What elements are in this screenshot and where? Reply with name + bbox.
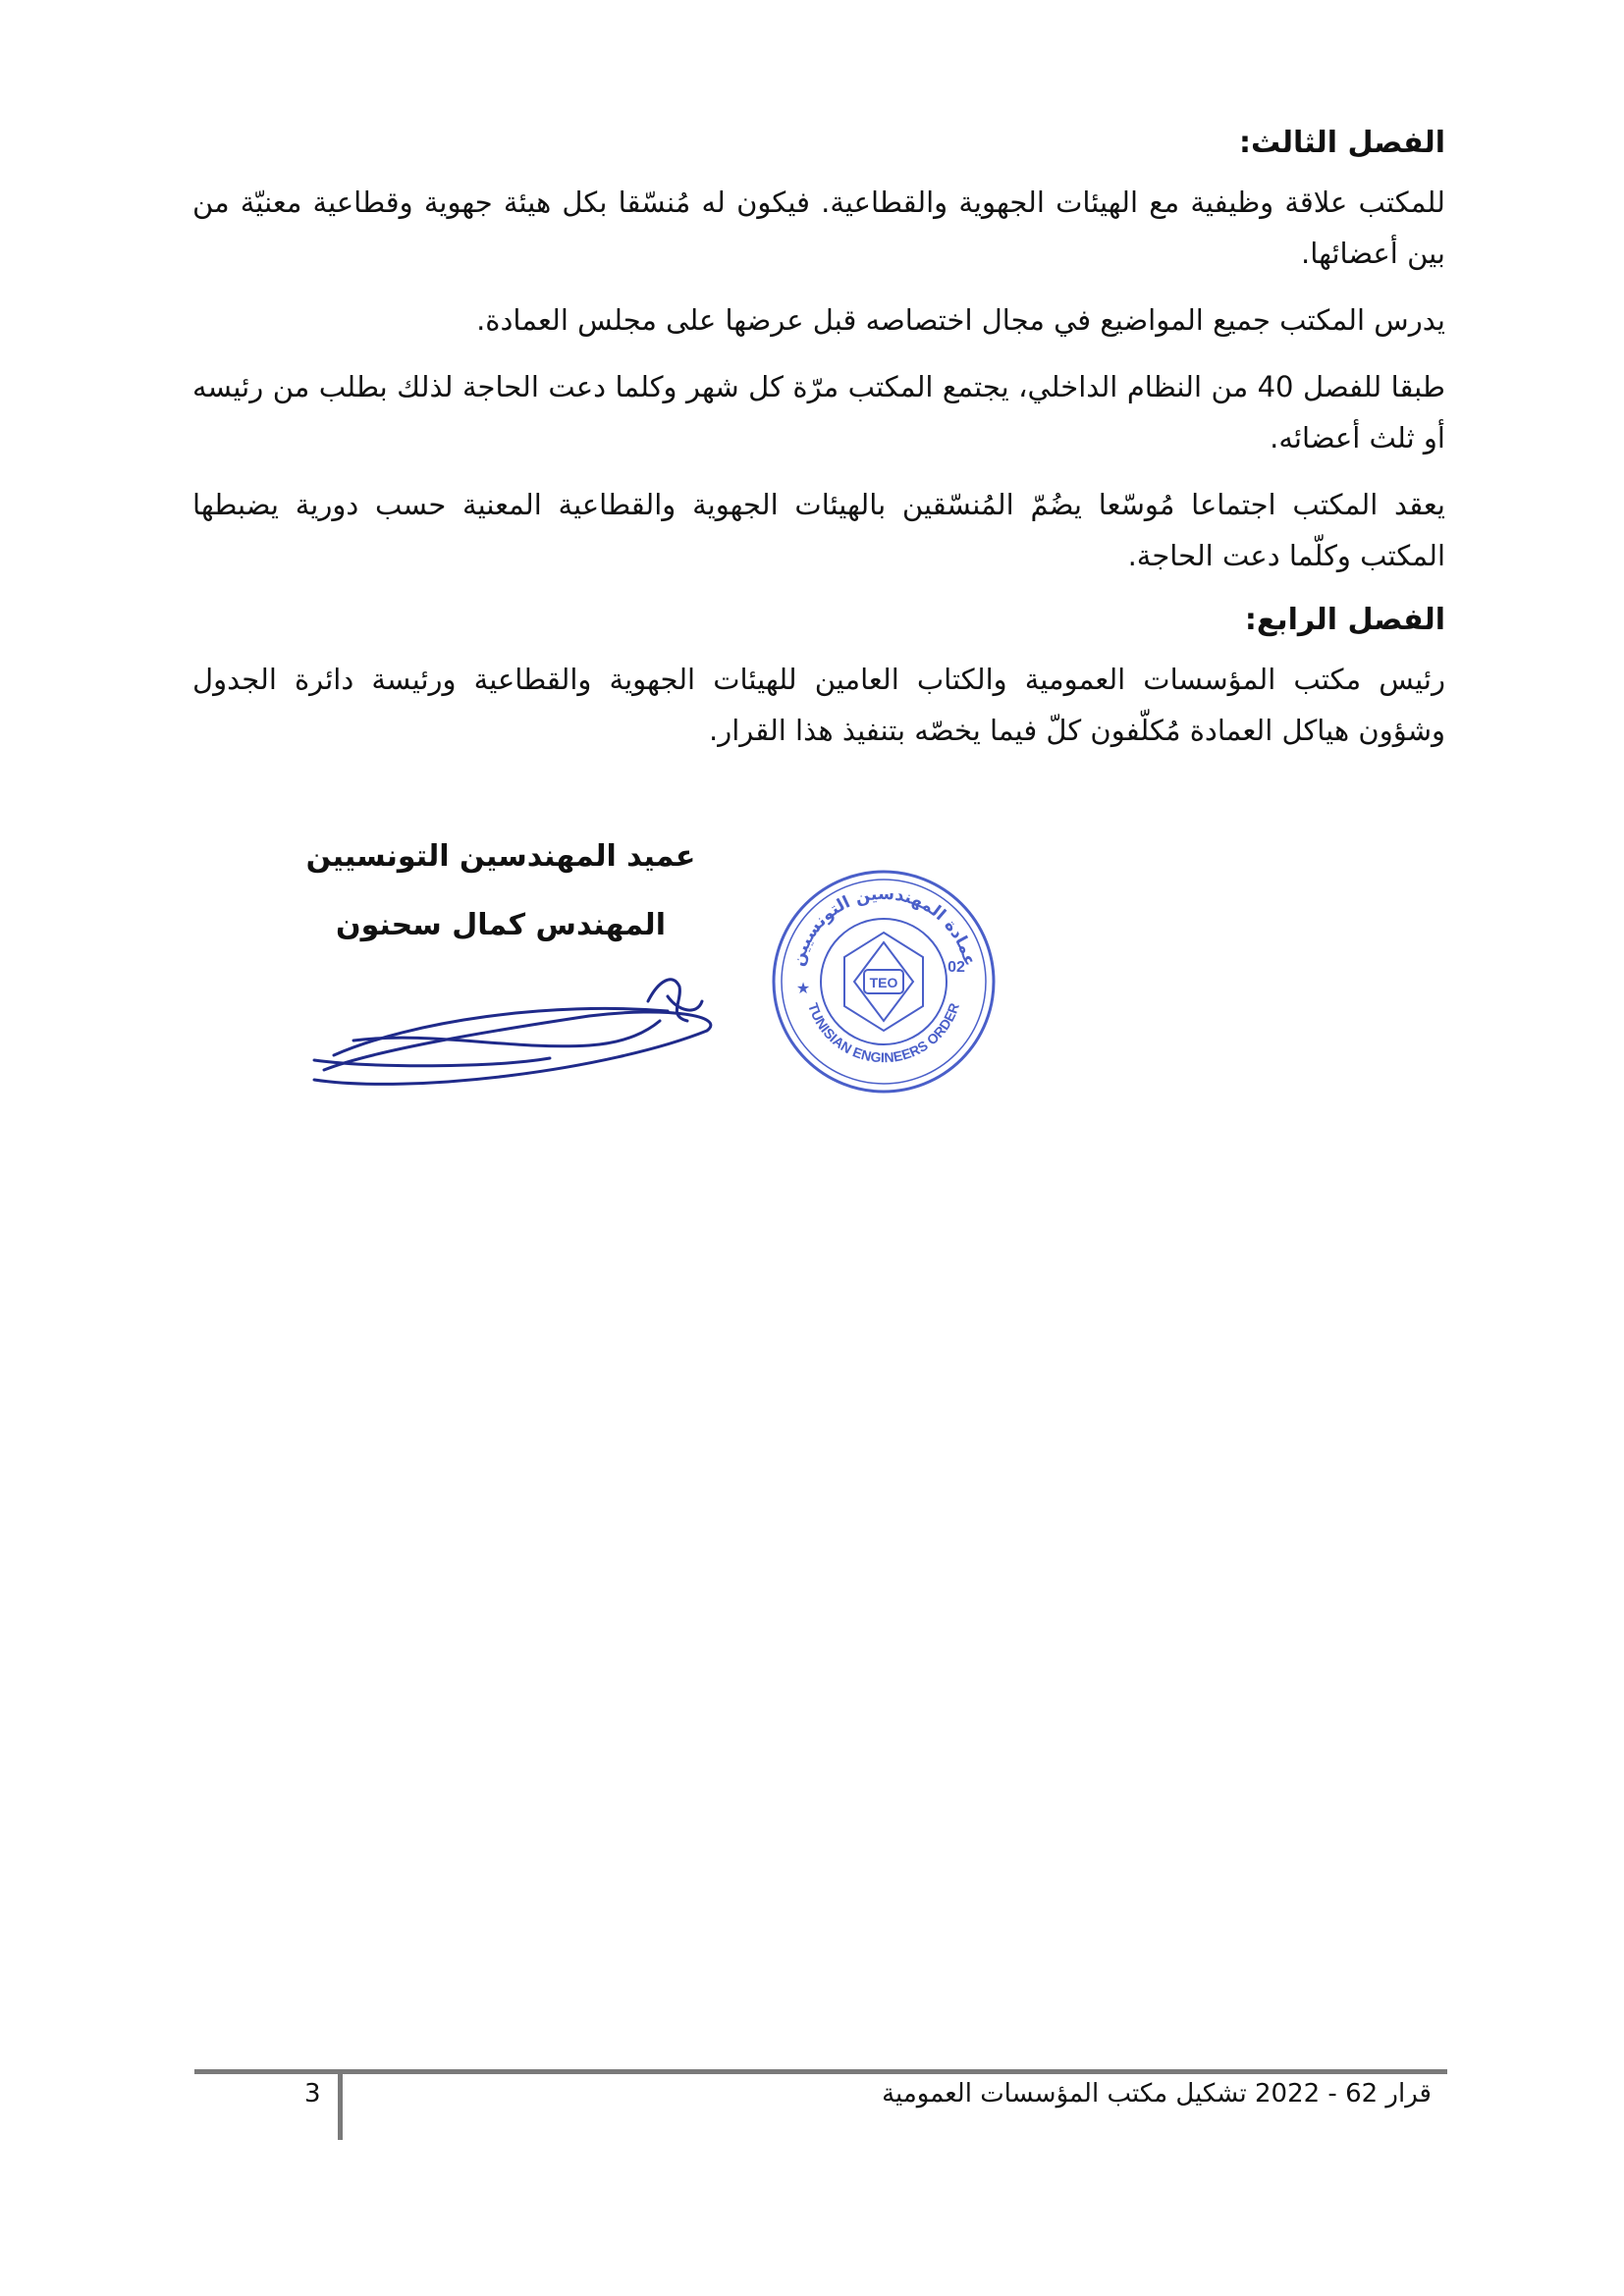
section-4-heading: الفصل الرابع:	[1244, 603, 1445, 637]
section-3-paragraph-4: يعقد المكتب اجتماعا مُوسّعا يضُمّ المُنسّقين بالهيئات الجهوية والقطاعية المعنية حسب دورية يضبطها المكتب وكلّما دعت الحاجة.	[192, 488, 1445, 572]
document-body	[192, 110, 1445, 772]
handwritten-signature	[295, 962, 727, 1099]
signature-block	[295, 834, 707, 972]
signatory-title: عميد المهندسين التونسيين	[305, 839, 696, 874]
stamp-center-label: TEO	[869, 975, 898, 990]
signatory-name: المهندس كمال سحنون	[336, 908, 666, 942]
section-3-paragraph-3: طبقا للفصل 40 من النظام الداخلي، يجتمع المكتب مرّة كل شهر وكلما دعت الحاجة لذلك بطلب من رئيسه أو ثلث أعضائه.	[192, 370, 1445, 454]
page-number: 3	[304, 2079, 321, 2109]
stamp-number: 02	[947, 959, 965, 976]
official-stamp	[766, 864, 1001, 1099]
stamp-arabic-text: عمادة المهندسين التونسيين	[787, 883, 980, 969]
section-4-paragraph-1: رئيس مكتب المؤسسات العمومية والكتاب العامين للهيئات الجهوية والقطاعية ورئيسة دائرة الجدول وشؤون هياكل العمادة مُكلّفون كلّ فيما يخصّه بتنفيذ هذا القرار.	[192, 663, 1445, 747]
stamp-star-icon: ★	[795, 979, 811, 997]
footer-document-title: قرار 62 - 2022 تشكيل مكتب المؤسسات العمومية	[882, 2079, 1432, 2109]
section-3-heading: الفصل الثالث:	[1239, 126, 1445, 160]
section-3-paragraph-2: يدرس المكتب جميع المواضيع في مجال اختصاصه قبل عرضها على مجلس العمادة.	[476, 303, 1445, 337]
footer-divider	[338, 2071, 343, 2140]
stamp-english-text: TUNISIAN ENGINEERS ORDER	[805, 1000, 962, 1066]
footer-rule	[194, 2069, 1447, 2074]
section-3-paragraph-1: للمكتب علاقة وظيفية مع الهيئات الجهوية والقطاعية. فيكون له مُنسّقا بكل هيئة جهوية وقطاعية معنيّة من بين أعضائها.	[192, 186, 1445, 270]
svg-text:عمادة المهندسين التونسيين	[788, 884, 980, 969]
